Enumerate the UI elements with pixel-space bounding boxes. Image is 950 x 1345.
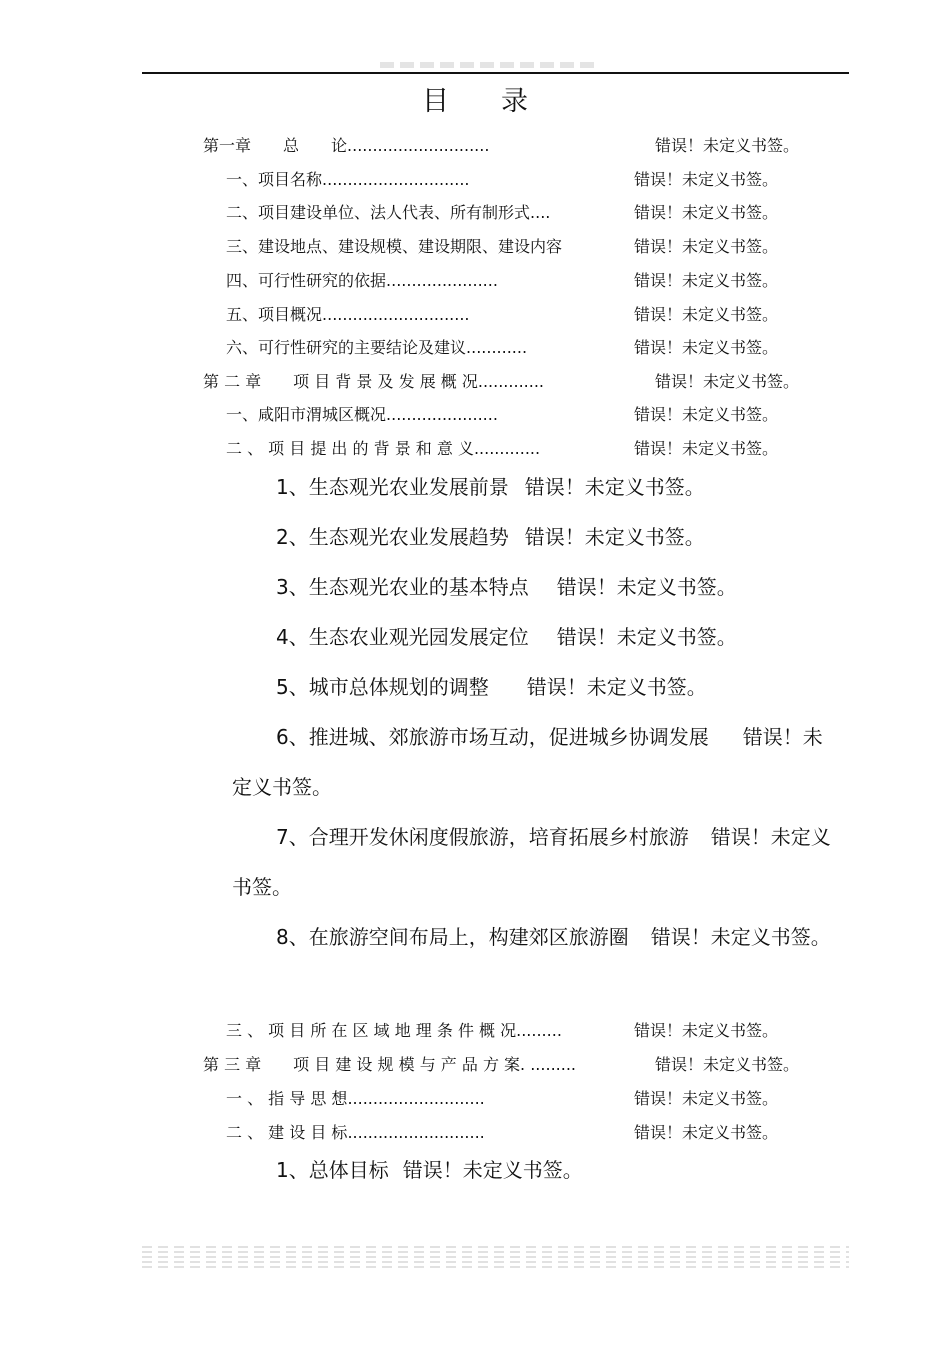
page-title: 目录 bbox=[422, 86, 580, 117]
toc-leader-dots: ............. bbox=[473, 439, 541, 458]
toc-label: 1、总体目标 bbox=[276, 1158, 389, 1182]
toc-label: 4、生态农业观光园发展定位 bbox=[276, 625, 529, 649]
toc-label: 六、可行性研究的主要结论及建议 bbox=[226, 338, 467, 357]
toc-page-error: 错误！未定义书签。 bbox=[634, 203, 779, 222]
toc-item-1-3[interactable] bbox=[226, 235, 779, 259]
toc-item-1-4[interactable] bbox=[226, 269, 779, 293]
toc-page-error: 错误！未定义书签。 bbox=[634, 405, 779, 424]
toc-page-error: 错误！未定义书签。 bbox=[524, 525, 705, 549]
toc-label: 第 三 章 项 目 建 设 规 模 与 产 品 方 案 bbox=[203, 1055, 521, 1074]
toc-label: 8、在旅游空间布局上，构建郊区旅游圈 bbox=[276, 925, 629, 949]
toc-subitem-5[interactable] bbox=[276, 672, 707, 702]
toc-page-error: 错误！未定义书签。 bbox=[634, 338, 779, 357]
toc-page-error: 错误！未定义书签。 bbox=[634, 271, 779, 290]
toc-leader-dots: ............................ bbox=[347, 136, 490, 155]
toc-item-3-2[interactable] bbox=[226, 1121, 779, 1145]
toc-page-error: 错误！未定义书签。 bbox=[634, 1021, 779, 1040]
header-watermark bbox=[380, 62, 600, 68]
toc-label: 三、建设地点、建设规模、建设期限、建设内容 bbox=[226, 237, 563, 256]
toc-subitem-7[interactable] bbox=[232, 812, 836, 912]
toc-page-error: 错误！未定义书签。 bbox=[634, 1089, 779, 1108]
toc-label: 5、城市总体规划的调整 bbox=[276, 675, 489, 699]
toc-label: 第 二 章 项 目 背 景 及 发 展 概 况 bbox=[203, 372, 478, 391]
toc-item-2-3[interactable] bbox=[226, 1019, 779, 1043]
toc-label: 一、咸阳市渭城区概况 bbox=[226, 405, 387, 424]
toc-leader-dots: ............. bbox=[477, 372, 544, 391]
toc-label: 二 、 项 目 提 出 的 背 景 和 意 义 bbox=[226, 439, 474, 458]
toc-page-error: 错误！未定义书签。 bbox=[634, 439, 779, 458]
toc-page-error: 错误！未定义书签。 bbox=[232, 825, 831, 899]
toc-page-error: 错误！未定义书签。 bbox=[655, 1055, 800, 1074]
toc-item-2-2[interactable] bbox=[226, 437, 779, 461]
toc-subitem-4[interactable] bbox=[276, 622, 737, 652]
toc-label: 二、项目建设单位、法人代表、所有制形式 bbox=[226, 203, 531, 222]
toc-page-error: 错误！未定义书签。 bbox=[556, 575, 737, 599]
toc-page-error: 错误！未定义书签。 bbox=[634, 237, 779, 256]
toc-item-3-1[interactable] bbox=[226, 1087, 779, 1111]
toc-label: 7、合理开发休闲度假旅游，培育拓展乡村旅游 bbox=[276, 825, 689, 849]
toc-leader-dots: ...................... bbox=[386, 405, 498, 424]
toc-leader-dots: . ......... bbox=[520, 1055, 576, 1074]
toc-label: 一 、 指 导 思 想 bbox=[226, 1089, 348, 1108]
toc-label: 1、生态观光农业发展前景 bbox=[276, 475, 509, 499]
toc-chapter-3[interactable] bbox=[203, 1053, 800, 1077]
toc-label: 三 、 项 目 所 在 区 域 地 理 条 件 概 况 bbox=[226, 1021, 517, 1040]
toc-item-1-6[interactable] bbox=[226, 336, 779, 360]
toc-leader-dots: .... bbox=[530, 203, 551, 222]
footer-watermark bbox=[142, 1246, 849, 1270]
toc-subitem-2[interactable] bbox=[276, 522, 705, 552]
toc-page-error: 错误！未定义书签。 bbox=[634, 305, 779, 324]
toc-page-error: 错误！未定义书签。 bbox=[655, 372, 800, 391]
toc-chapter-1[interactable] bbox=[203, 134, 800, 158]
toc-leader-dots: ........................... bbox=[347, 1123, 485, 1142]
toc-label: 五、项目概况 bbox=[226, 305, 323, 324]
toc-label: 6、推进城、郊旅游市场互动，促进城乡协调发展 bbox=[276, 725, 709, 749]
toc-leader-dots: ............................. bbox=[322, 170, 470, 189]
toc-subitem-3-2-1[interactable] bbox=[276, 1155, 583, 1185]
toc-item-1-5[interactable] bbox=[226, 303, 779, 327]
toc-leader-dots: ...................... bbox=[386, 271, 498, 290]
toc-label: 2、生态观光农业发展趋势 bbox=[276, 525, 509, 549]
toc-page-error: 错误！未定义书签。 bbox=[655, 136, 800, 155]
toc-page-error: 错误！未定义书签。 bbox=[524, 475, 705, 499]
toc-leader-dots: ............................. bbox=[322, 305, 470, 324]
toc-label: 四、可行性研究的依据 bbox=[226, 271, 387, 290]
toc-label: 3、生态观光农业的基本特点 bbox=[276, 575, 529, 599]
toc-subitem-3[interactable] bbox=[276, 572, 737, 602]
toc-leader-dots: ........................... bbox=[347, 1089, 485, 1108]
toc-subitem-1[interactable] bbox=[276, 472, 705, 502]
toc-page-error: 错误！未定义书签。 bbox=[232, 725, 823, 799]
toc-item-1-1[interactable] bbox=[226, 168, 779, 192]
toc-page-error: 错误！未定义书签。 bbox=[634, 170, 779, 189]
toc-leader-dots: ............ bbox=[466, 338, 528, 357]
toc-label: 一、项目名称 bbox=[226, 170, 323, 189]
toc-page-error: 错误！未定义书签。 bbox=[634, 1123, 779, 1142]
toc-chapter-2[interactable] bbox=[203, 370, 800, 394]
toc-page-error: 错误！未定义书签。 bbox=[650, 925, 831, 949]
toc-subitem-6[interactable] bbox=[232, 712, 836, 812]
toc-leader-dots: ......... bbox=[516, 1021, 562, 1040]
toc-label: 二 、 建 设 目 标 bbox=[226, 1123, 348, 1142]
toc-label: 第一章 总 论 bbox=[203, 136, 348, 155]
top-rule bbox=[142, 72, 849, 74]
toc-page-error: 错误！未定义书签。 bbox=[402, 1158, 583, 1182]
toc-item-2-1[interactable] bbox=[226, 403, 779, 427]
toc-page-error: 错误！未定义书签。 bbox=[556, 625, 737, 649]
toc-subitem-8[interactable] bbox=[232, 912, 836, 962]
toc-item-1-2[interactable] bbox=[226, 201, 779, 225]
toc-page-error: 错误！未定义书签。 bbox=[526, 675, 707, 699]
